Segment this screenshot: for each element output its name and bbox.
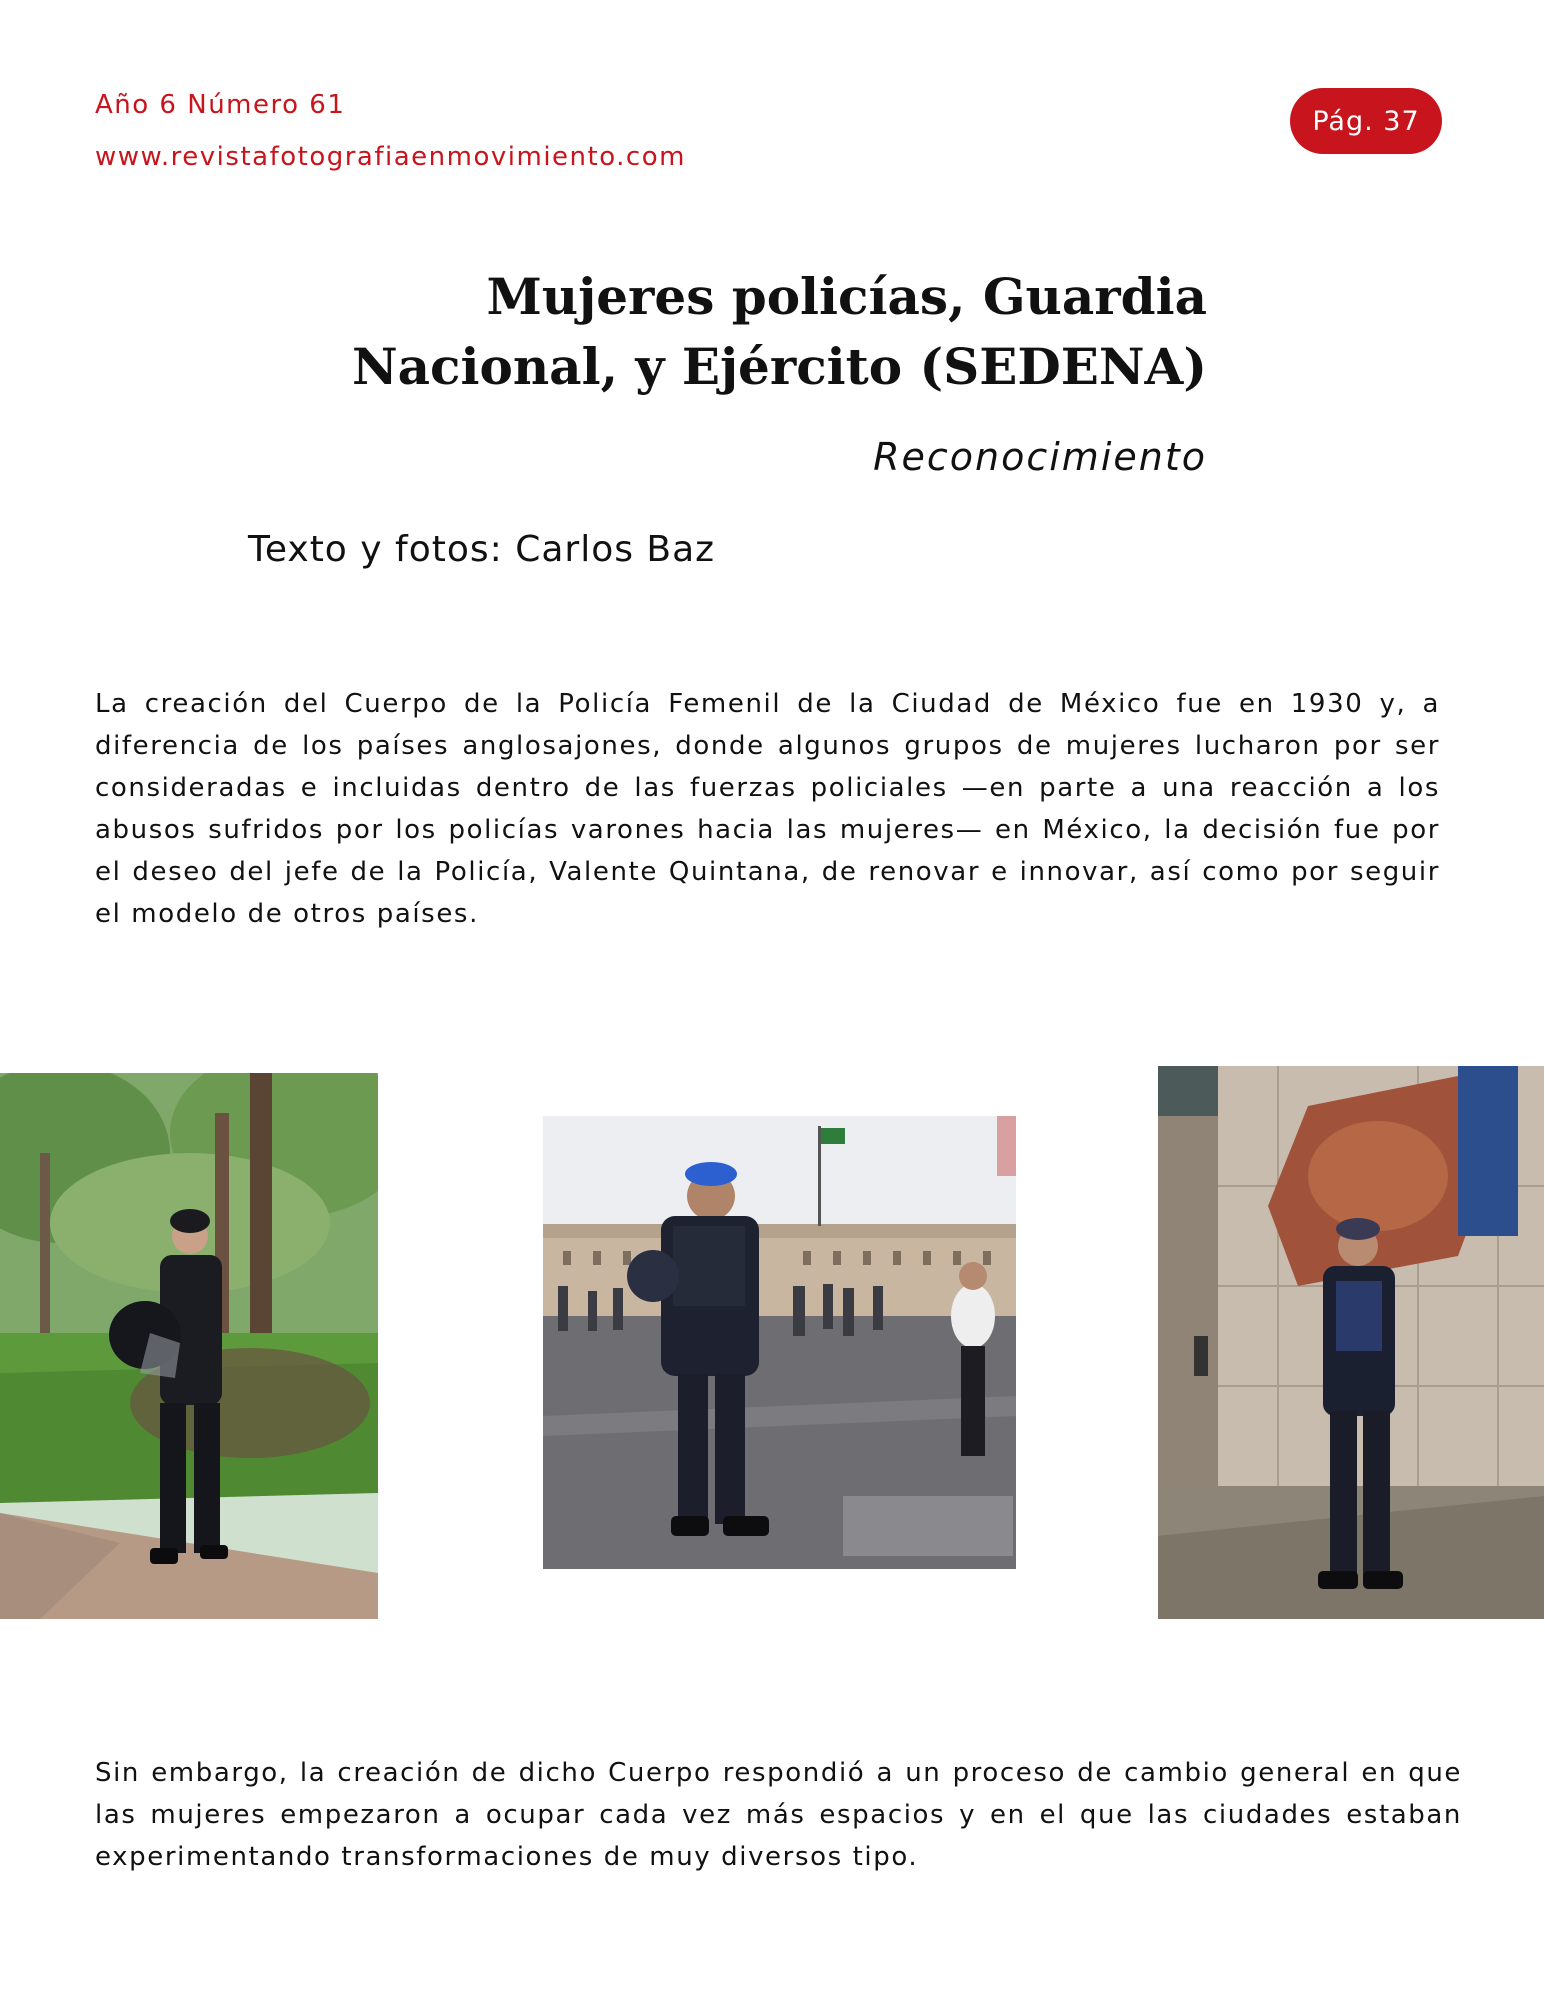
photo-policewoman-park [0, 1073, 378, 1619]
issue-number: Año 6 Número 61 [95, 90, 346, 120]
article-paragraph: Sin embargo, la creación de dicho Cuerpo respondió a un proceso de cambio general en que las mujeres empezaron a ocupar cada vez más espacios y en el que las ciudades estaban experimentando transformaciones de muy diversos tipo. [95, 1758, 1462, 1872]
page-number-badge: Pág. 37 [1290, 88, 1442, 154]
article-title: Mujeres policías, Guardia Nacional, y Ejército (SEDENA) [351, 267, 1207, 396]
article-paragraph: La creación del Cuerpo de la Policía Femenil de la Ciudad de México fue en 1930 y, a diferencia de los países anglosajones, donde algunos grupos de mujeres lucharon por ser consideradas e incluidas dentro de las fuerzas policiales —en parte a una reacción a los abusos sufridos por los policías varones hacia las mujeres— en México, la decisión fue por el deseo del jefe de la Policía, Valente Quintana, de renovar e innovar, así como por seguir el modelo de otros países. [95, 689, 1440, 929]
photo-policewoman-plaza [543, 1116, 1016, 1569]
website-url[interactable]: www.revistafotografiaenmovimiento.com [95, 142, 686, 172]
article-section: Reconocimiento [873, 435, 1207, 479]
article-credit: Texto y fotos: Carlos Baz [248, 529, 716, 570]
photo-policewoman-building [1158, 1066, 1544, 1619]
